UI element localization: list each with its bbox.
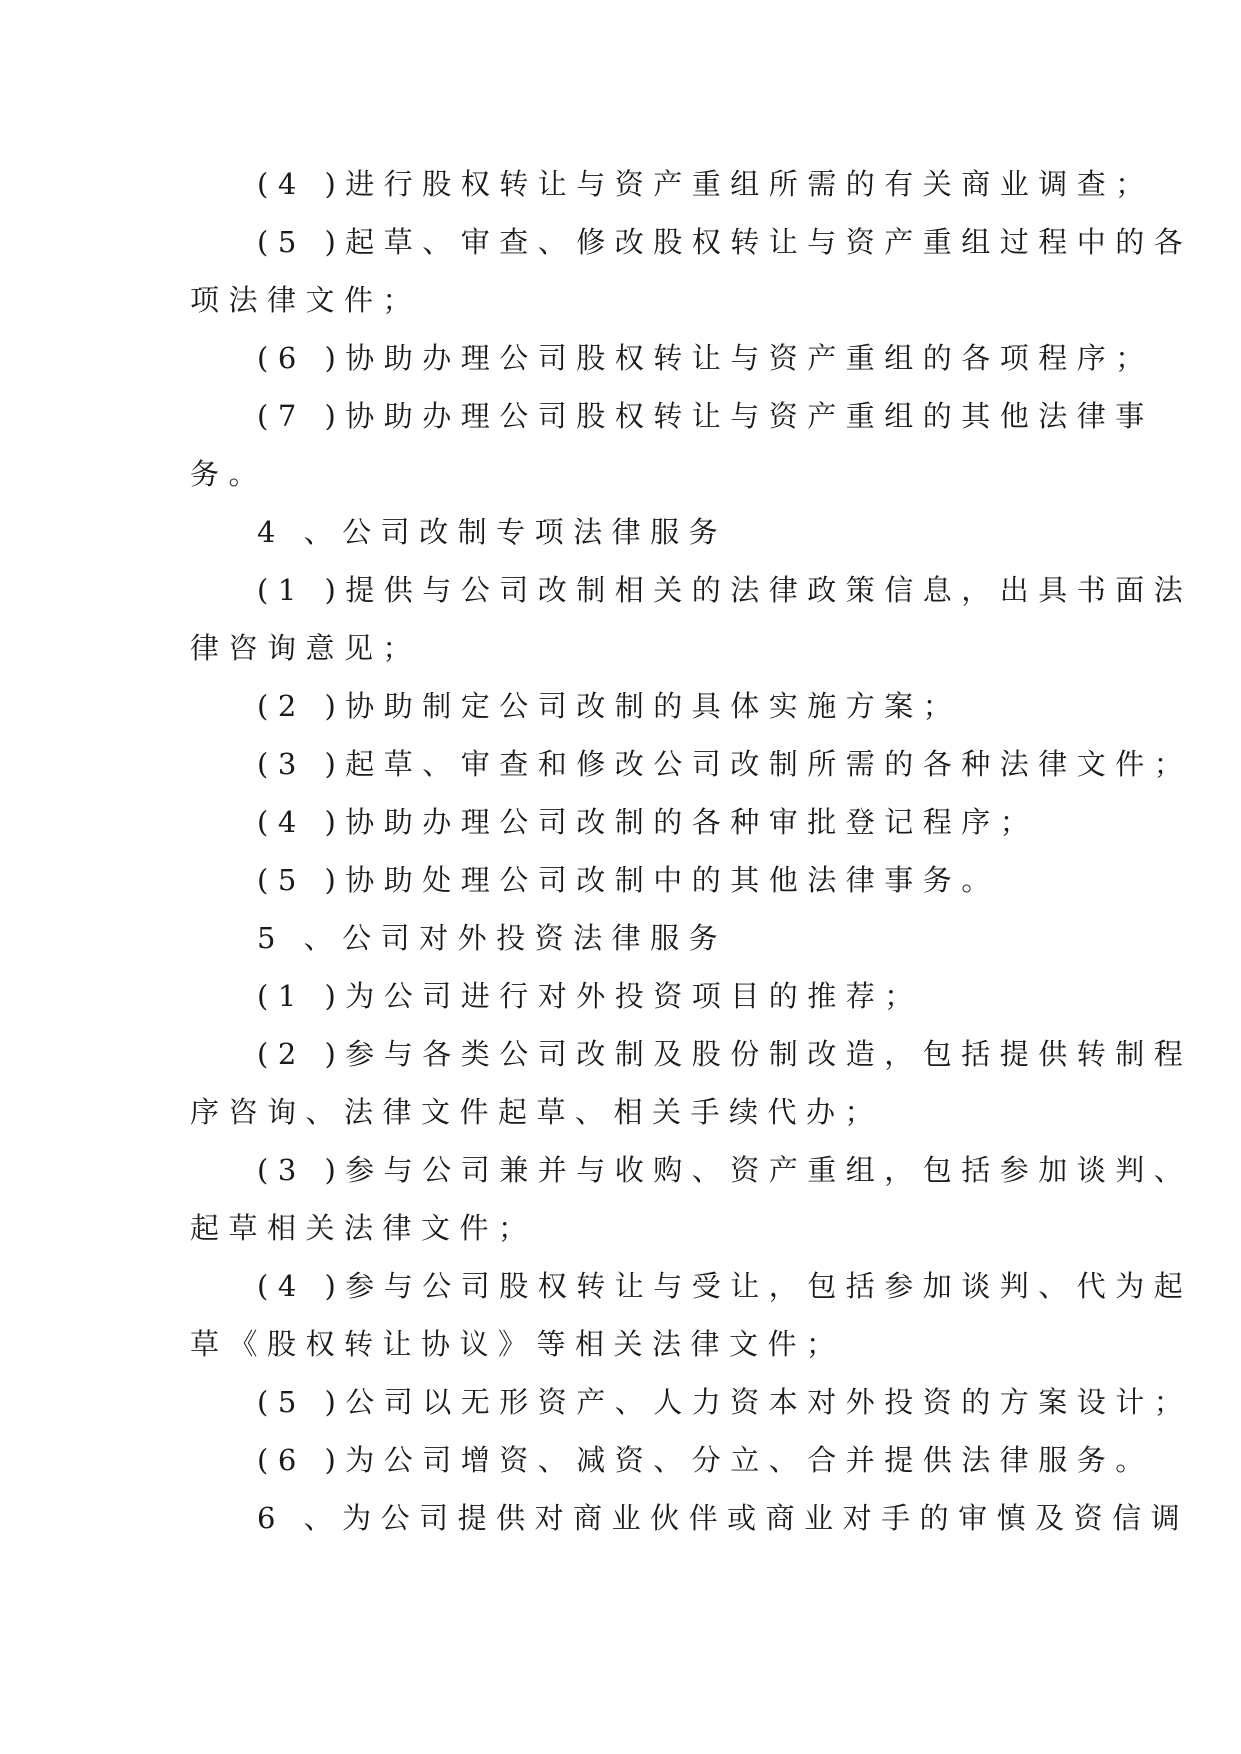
paragraph-line: (3 )起草、审查和修改公司改制所需的各种法律文件； (257, 747, 1193, 781)
paragraph-line: (4 )参与公司股权转让与受让，包括参加谈判、代为起 (257, 1269, 1193, 1303)
paragraph-line: (3 )参与公司兼并与收购、资产重组，包括参加谈判、 (257, 1153, 1193, 1187)
section-heading: 5 、公司对外投资法律服务 (257, 921, 728, 955)
paragraph-line: 务。 (190, 457, 268, 491)
paragraph-line: 序咨询、法律文件起草、相关手续代办； (190, 1095, 884, 1129)
paragraph-line: 草《股权转让协议》等相关法律文件； (190, 1327, 845, 1361)
paragraph-line: (1 )提供与公司改制相关的法律政策信息，出具书面法 (257, 573, 1193, 607)
paragraph-line: (6 )协助办理公司股权转让与资产重组的各项程序； (257, 341, 1154, 375)
paragraph-line: (4 )协助办理公司改制的各种审批登记程序； (257, 805, 1039, 839)
section-heading: 6 、为公司提供对商业伙伴或商业对手的审慎及资信调 (257, 1501, 1190, 1535)
paragraph-line: (7 )协助办理公司股权转让与资产重组的其他法律事 (257, 399, 1154, 433)
paragraph-line: (2 )协助制定公司改制的具体实施方案； (257, 689, 962, 723)
paragraph-line: (1 )为公司进行对外投资项目的推荐； (257, 979, 923, 1013)
paragraph-line: (4 )进行股权转让与资产重组所需的有关商业调查； (257, 167, 1154, 201)
paragraph-line: 项法律文件； (190, 283, 422, 317)
section-heading: 4 、公司改制专项法律服务 (257, 515, 728, 549)
paragraph-line: 起草相关法律文件； (190, 1211, 537, 1245)
paragraph-line: (5 )协助处理公司改制中的其他法律事务。 (257, 863, 1000, 897)
paragraph-line: (5 )公司以无形资产、人力资本对外投资的方案设计； (257, 1385, 1193, 1419)
paragraph-line: (2 )参与各类公司改制及股份制改造，包括提供转制程 (257, 1037, 1193, 1071)
paragraph-line: (6 )为公司增资、减资、分立、合并提供法律服务。 (257, 1443, 1154, 1477)
paragraph-line: 律咨询意见； (190, 631, 422, 665)
paragraph-line: (5 )起草、审查、修改股权转让与资产重组过程中的各 (257, 225, 1193, 259)
